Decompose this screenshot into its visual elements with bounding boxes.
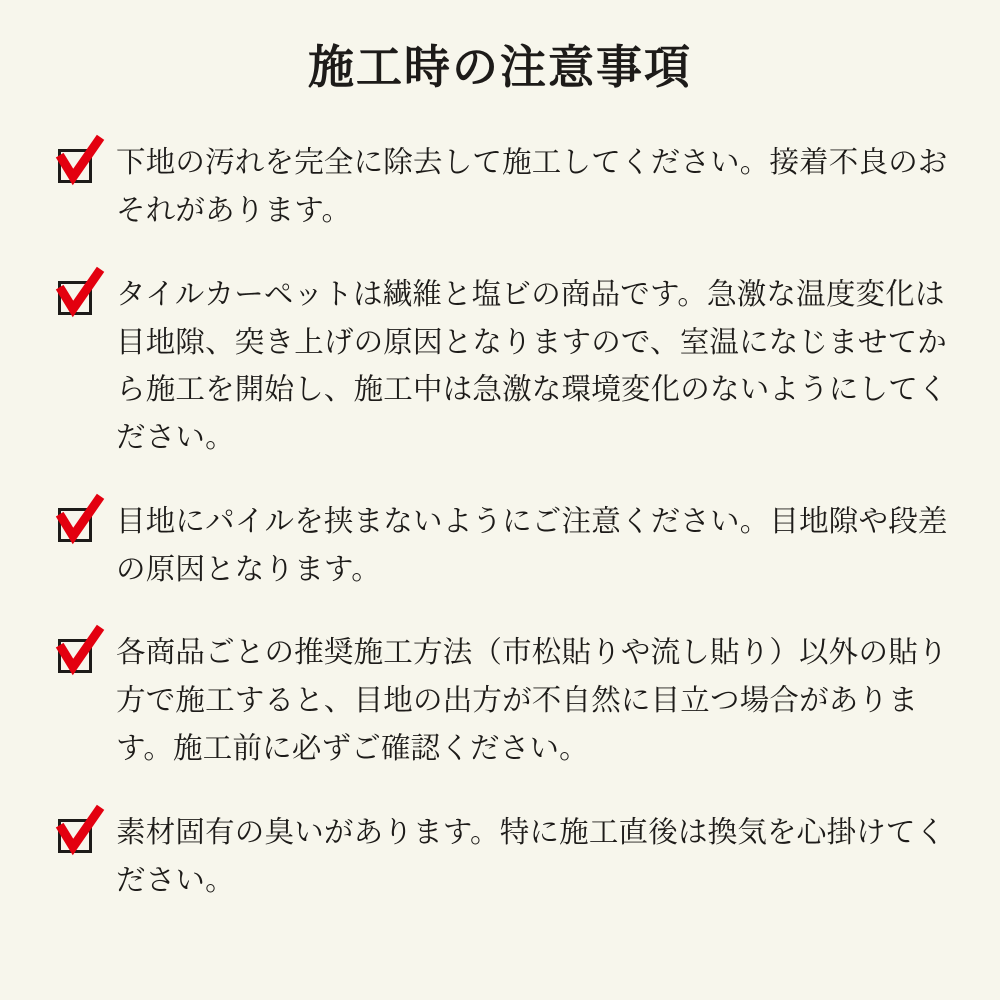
list-item	[46, 629, 954, 772]
checked-checkbox-icon	[58, 817, 98, 857]
checked-checkbox-icon	[58, 506, 98, 546]
list-item	[46, 139, 954, 235]
list-item-text: 各商品ごとの推奨施工方法（市松貼りや流し貼り）以外の貼り方で施工すると、目地の出方が不自然に目立つ場合があります。施工前に必ずご確認ください。	[116, 635, 948, 765]
list-item	[46, 271, 954, 462]
list-item-text: タイルカーペットは繊維と塩ビの商品です。急激な温度変化は目地隙、突き上げの原因となりますので、室温になじませてから施工を開始し、施工中は急激な環境変化のないようにしてください。	[116, 276, 948, 455]
checked-checkbox-icon	[58, 279, 98, 319]
list-item-text: 下地の汚れを完全に除去して施工してください。接着不良のおそれがあります。	[116, 145, 948, 227]
list-item	[46, 498, 954, 594]
list-item-text: 目地にパイルを挟まないようにご注意ください。目地隙や段差の原因となります。	[116, 503, 948, 586]
page-title: 施工時の注意事項	[308, 40, 692, 94]
checked-checkbox-icon	[58, 637, 98, 677]
checked-checkbox-icon	[58, 147, 98, 187]
list-item-text: 素材固有の臭いがあります。特に施工直後は換気を心掛けてください。	[116, 814, 946, 897]
list-item	[46, 809, 954, 905]
precaution-list	[46, 139, 954, 904]
